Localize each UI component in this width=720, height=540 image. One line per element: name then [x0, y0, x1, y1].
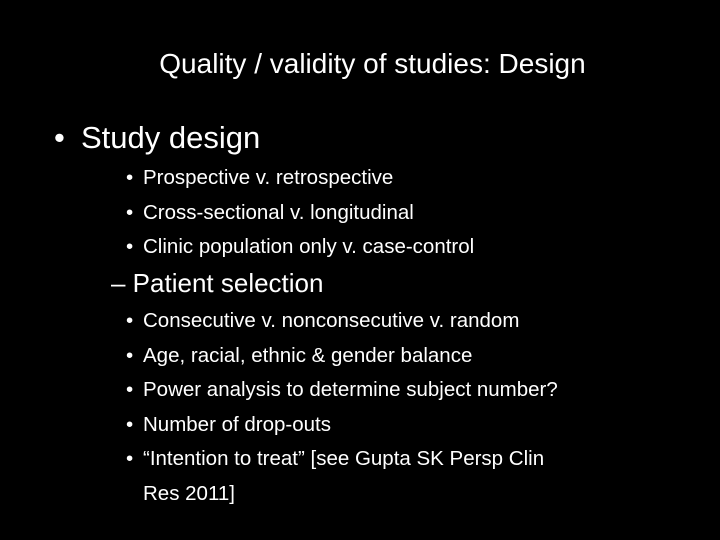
bullet-marker: •	[126, 447, 134, 471]
list-item-text: Age, racial, ethnic & gender balance	[143, 343, 473, 367]
bullet-marker: •	[126, 309, 134, 332]
list-item-text: “Intention to treat” [see Gupta SK Persp Clin	[143, 447, 545, 471]
bullet-marker: •	[126, 235, 134, 259]
bullet-marker: •	[126, 200, 134, 224]
list-item	[126, 442, 558, 511]
bullet-marker: •	[126, 378, 134, 402]
list-item-text: Number of drop-outs	[143, 412, 332, 436]
subheading-patient-selection: – Patient selection	[111, 268, 324, 298]
list-item-text: Power analysis to determine subject number?	[143, 378, 558, 402]
bullet-study-design-text: Study design	[81, 120, 261, 155]
list-item	[126, 161, 474, 196]
list-item-text: Consecutive v. nonconsecutive v. random	[143, 309, 520, 332]
list-item	[126, 373, 558, 408]
list-item-text: Cross-sectional v. longitudinal	[143, 200, 414, 224]
list-item	[126, 196, 474, 231]
bullet-marker: •	[126, 343, 134, 367]
list-item	[126, 230, 474, 265]
bullet-marker: •	[126, 166, 134, 189]
bullet-study-design	[54, 119, 260, 157]
list-item	[126, 304, 558, 339]
slide-title: Quality / validity of studies: Design	[159, 48, 586, 79]
bullet-marker: •	[54, 120, 65, 155]
bullet-marker: •	[126, 412, 134, 436]
design-list	[126, 161, 474, 265]
list-item-text: Prospective v. retrospective	[143, 166, 394, 189]
selection-list	[126, 304, 558, 512]
list-item-text-continued: Res 2011]	[143, 481, 235, 505]
list-item	[126, 339, 558, 374]
list-item-text: Clinic population only v. case-control	[143, 235, 475, 259]
list-item	[126, 408, 558, 443]
